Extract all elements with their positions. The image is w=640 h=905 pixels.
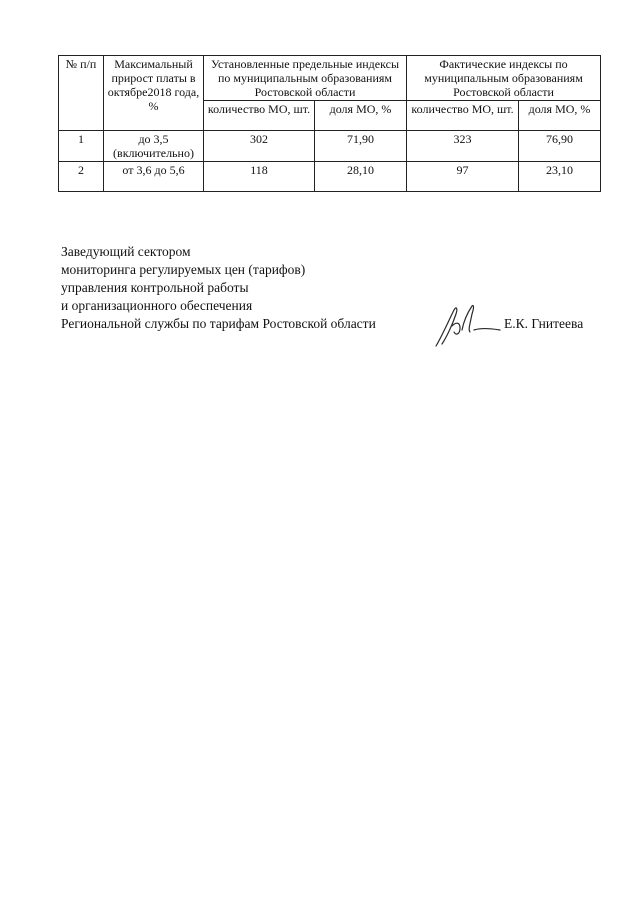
- cell-established-count: 118: [204, 162, 315, 192]
- signatory-title-line: Заведующий сектором: [61, 244, 191, 259]
- header-actual-count: количество МО, шт.: [407, 101, 519, 131]
- cell-actual-count: 323: [407, 131, 519, 162]
- table-row: [59, 162, 601, 192]
- cell-established-share: 28,10: [315, 162, 407, 192]
- signatory-title-line: Региональной службы по тарифам Ростовской области: [61, 316, 376, 331]
- signer-name: Е.К. Гнитеева: [504, 316, 584, 331]
- header-established-share: доля МО, %: [315, 101, 407, 131]
- cell-established-count: 302: [204, 131, 315, 162]
- cell-growth: до 3,5 (включительно): [104, 131, 204, 162]
- signatory-title: [61, 243, 376, 333]
- signatory-title-line: мониторинга регулируемых цен (тарифов): [61, 262, 306, 277]
- table-row: [59, 131, 601, 162]
- signatory-title-line: и организационного обеспечения: [61, 298, 253, 313]
- header-established-count: количество МО, шт.: [204, 101, 315, 131]
- indices-table: [58, 55, 601, 192]
- header-actual-indices: Фактические индексы по муниципальным образованиям Ростовской области: [407, 56, 601, 101]
- header-max-growth: Максимальный прирост платы в октябре2018 года, %: [104, 56, 204, 131]
- signatory-title-line: управления контрольной работы: [61, 280, 249, 295]
- cell-actual-share: 23,10: [519, 162, 601, 192]
- cell-number: 2: [59, 162, 104, 192]
- header-actual-share: доля МО, %: [519, 101, 601, 131]
- header-established-indices: Установленные предельные индексы по муниципальным образованиям Ростовской области: [204, 56, 407, 101]
- handwritten-signature: [430, 300, 502, 350]
- cell-growth: от 3,6 до 5,6: [104, 162, 204, 192]
- cell-actual-share: 76,90: [519, 131, 601, 162]
- cell-actual-count: 97: [407, 162, 519, 192]
- cell-number: 1: [59, 131, 104, 162]
- cell-established-share: 71,90: [315, 131, 407, 162]
- header-number: № п/п: [59, 56, 104, 131]
